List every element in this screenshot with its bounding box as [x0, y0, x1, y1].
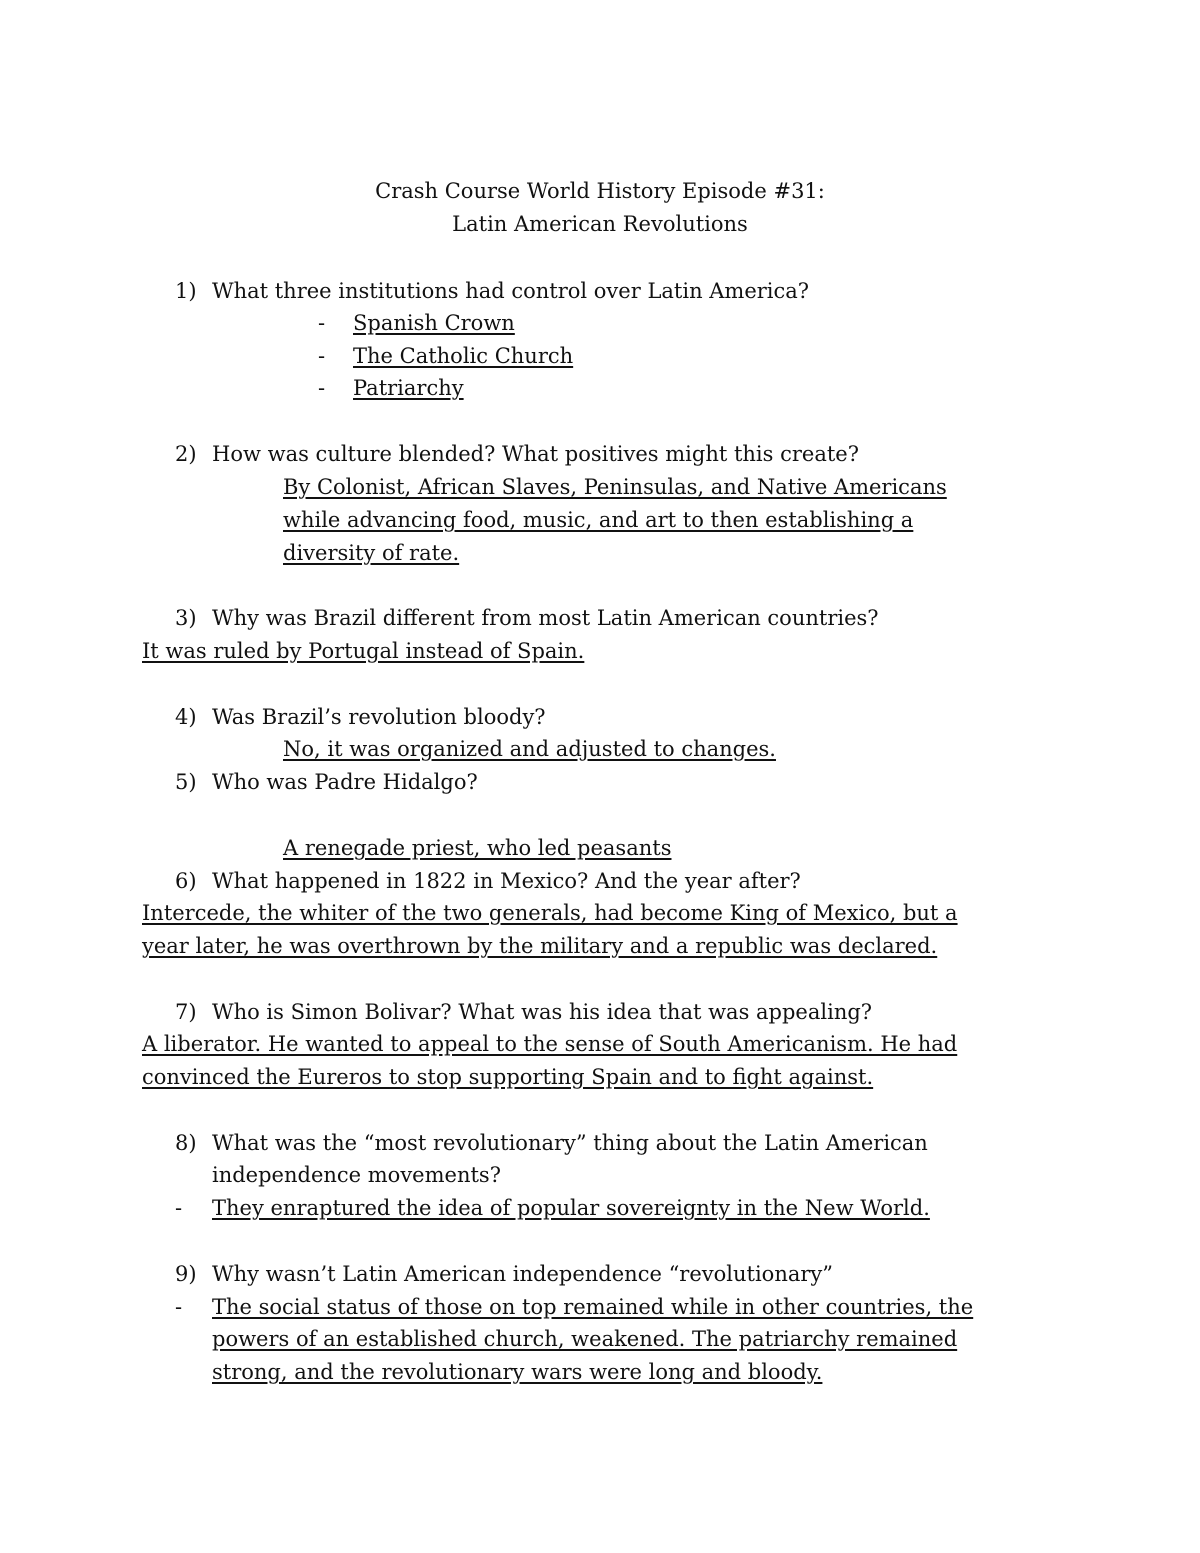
answer-8: [175, 1196, 930, 1220]
question-1: [175, 279, 809, 303]
question-text: Why was Brazil different from most Latin American countries?: [212, 606, 879, 630]
question-text: What happened in 1822 in Mexico? And the year after?: [212, 869, 801, 893]
question-text: Who is Simon Bolivar? What was his idea that was appealing?: [212, 1000, 873, 1024]
question-number: 7): [175, 1000, 197, 1024]
bullet-dash: -: [318, 344, 326, 368]
question-text: What three institutions had control over Latin America?: [212, 279, 810, 303]
question-6: [175, 869, 801, 893]
answer-9-line-2: powers of an established church, weakened. The patriarchy remained: [212, 1327, 958, 1351]
question-number: 3): [175, 606, 197, 630]
answer-2-line-2: while advancing food, music, and art to then establishing a: [283, 508, 914, 532]
answer-text: Spanish Crown: [353, 311, 515, 335]
answer-1-item-2: [318, 344, 573, 368]
question-text: Why wasn’t Latin American independence “revolutionary”: [212, 1262, 833, 1286]
question-2: [175, 442, 859, 466]
question-9: [175, 1262, 833, 1286]
bullet-dash: -: [175, 1295, 183, 1319]
answer-text: The social status of those on top remained while in other countries, the: [212, 1295, 974, 1319]
answer-text: The Catholic Church: [353, 344, 574, 368]
question-text: How was culture blended? What positives might this create?: [212, 442, 859, 466]
answer-1-item-3: [318, 376, 464, 400]
answer-text: Patriarchy: [353, 376, 464, 400]
answer-5: A renegade priest, who led peasants: [283, 836, 672, 860]
answer-9-line-1: [175, 1295, 973, 1319]
question-number: 4): [175, 705, 197, 729]
answer-4: No, it was organized and adjusted to changes.: [283, 737, 776, 761]
question-4: [175, 705, 546, 729]
question-3: [175, 606, 879, 630]
answer-2-line-1: By Colonist, African Slaves, Peninsulas, and Native Americans: [283, 475, 947, 499]
question-8: [175, 1131, 928, 1155]
answer-7-line-2: convinced the Eureros to stop supporting Spain and to fight against.: [142, 1065, 874, 1089]
answer-7-line-1: A liberator. He wanted to appeal to the sense of South Americanism. He had: [142, 1032, 958, 1056]
question-text: Was Brazil’s revolution bloody?: [212, 705, 546, 729]
question-5: [175, 770, 478, 794]
bullet-dash: -: [318, 311, 326, 335]
question-number: 5): [175, 770, 197, 794]
answer-6-line-1: Intercede, the whiter of the two generals, had become King of Mexico, but a: [142, 901, 958, 925]
question-number: 8): [175, 1131, 197, 1155]
question-number: 1): [175, 279, 197, 303]
question-number: 2): [175, 442, 197, 466]
answer-9-line-3: strong, and the revolutionary wars were long and bloody.: [212, 1360, 823, 1384]
answer-1-item-1: [318, 311, 515, 335]
answer-6-line-2: year later, he was overthrown by the military and a republic was declared.: [142, 934, 938, 958]
question-text: What was the “most revolutionary” thing about the Latin American: [212, 1131, 928, 1155]
question-7: [175, 1000, 872, 1024]
bullet-dash: -: [175, 1196, 183, 1220]
answer-text: They enraptured the idea of popular sovereignty in the New World.: [212, 1196, 930, 1220]
title-line-2: Latin American Revolutions: [452, 212, 748, 236]
question-number: 6): [175, 869, 197, 893]
answer-2-line-3: diversity of rate.: [283, 541, 460, 565]
answer-3: It was ruled by Portugal instead of Spain.: [142, 639, 585, 663]
question-number: 9): [175, 1262, 197, 1286]
bullet-dash: -: [318, 376, 326, 400]
question-8-continued: independence movements?: [212, 1163, 501, 1187]
title-line-1: Crash Course World History Episode #31:: [375, 179, 825, 203]
question-text: Who was Padre Hidalgo?: [212, 770, 478, 794]
